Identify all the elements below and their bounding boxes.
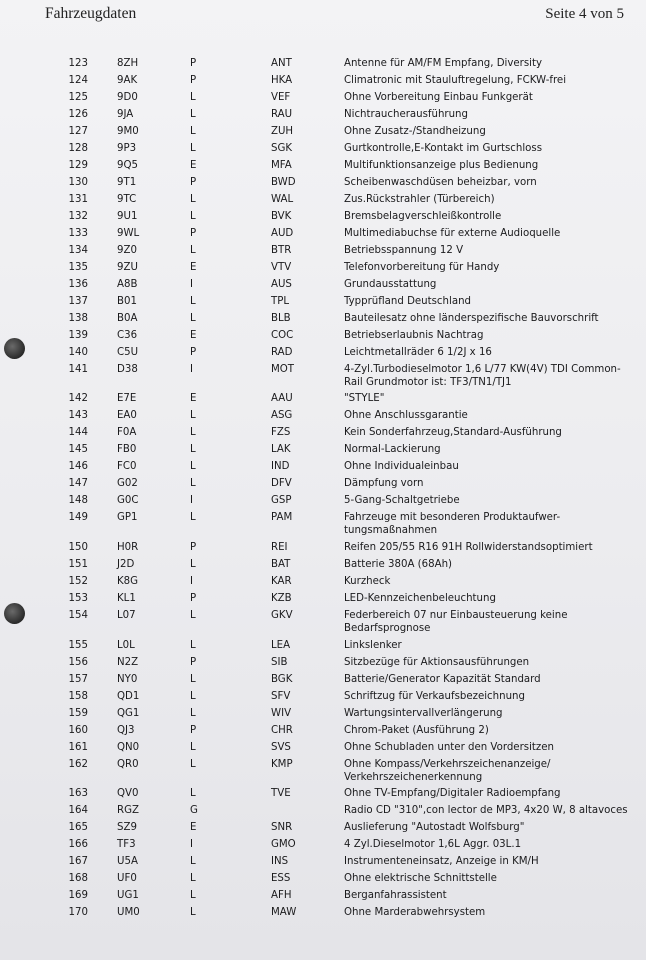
- row-number: 152: [68, 576, 88, 587]
- row-number: 141: [68, 364, 88, 375]
- option-description: Bauteilesatz ohne länderspezifische Bauvorschrift: [344, 313, 599, 324]
- option-class: E: [190, 393, 197, 404]
- table-row: [0, 176, 646, 189]
- option-code: 9P3: [117, 143, 137, 154]
- option-description: Scheibenwaschdüsen beheizbar, vorn: [344, 177, 537, 188]
- option-code: 9T1: [117, 177, 137, 188]
- option-description: Batterie 380A (68Ah): [344, 559, 453, 570]
- option-class: L: [190, 444, 196, 455]
- family-code: PAM: [271, 512, 293, 523]
- option-description: Betriebserlaubnis Nachtrag: [344, 330, 484, 341]
- option-class: P: [190, 347, 197, 358]
- row-number: 159: [68, 708, 88, 719]
- family-code: AFH: [271, 890, 292, 901]
- table-row: [0, 363, 646, 389]
- row-number: 157: [68, 674, 88, 685]
- table-row: [0, 193, 646, 206]
- option-description: Kein Sonderfahrzeug,Standard-Ausführung: [344, 427, 562, 438]
- table-row: [0, 477, 646, 490]
- option-class: L: [190, 245, 196, 256]
- table-row: [0, 108, 646, 121]
- option-class: L: [190, 313, 196, 324]
- family-code: FZS: [271, 427, 291, 438]
- option-description: Instrumenteneinsatz, Anzeige in KM/H: [344, 856, 539, 867]
- option-description: Antenne für AM/FM Empfang, Diversity: [344, 58, 543, 69]
- option-class: E: [190, 160, 197, 171]
- option-class: I: [190, 839, 194, 850]
- option-code: H0R: [117, 542, 139, 553]
- row-number: 162: [68, 759, 88, 770]
- option-class: L: [190, 410, 196, 421]
- table-row: [0, 541, 646, 554]
- option-code: FC0: [117, 461, 137, 472]
- option-code: QJ3: [117, 725, 135, 736]
- option-description: Berganfahrassistent: [344, 890, 447, 901]
- option-description: Zus.Rückstrahler (Türbereich): [344, 194, 495, 205]
- option-description: LED-Kennzeichenbeleuchtung: [344, 593, 496, 604]
- row-number: 144: [68, 427, 88, 438]
- row-number: 149: [68, 512, 88, 523]
- option-class: L: [190, 427, 196, 438]
- family-code: ANT: [271, 58, 292, 69]
- family-code: BGK: [271, 674, 293, 685]
- option-class: P: [190, 725, 197, 736]
- family-code: HKA: [271, 75, 293, 86]
- option-description: Ohne Anschlussgarantie: [344, 410, 468, 421]
- option-class: I: [190, 364, 194, 375]
- family-code: BAT: [271, 559, 291, 570]
- family-code: MOT: [271, 364, 295, 375]
- option-description: Nichtraucherausführung: [344, 109, 468, 120]
- family-code: KZB: [271, 593, 292, 604]
- table-row: [0, 329, 646, 342]
- option-class: P: [190, 593, 197, 604]
- option-class: L: [190, 109, 196, 120]
- option-description: Fahrzeuge mit besonderen Produktaufwer-tungsmaßnahmen: [344, 512, 561, 536]
- option-code: N2Z: [117, 657, 139, 668]
- option-code: GP1: [117, 512, 138, 523]
- page-number: Seite 4 von 5: [545, 6, 624, 22]
- option-description: Schriftzug für Verkaufsbezeichnung: [344, 691, 525, 702]
- family-code: BTR: [271, 245, 292, 256]
- table-row: [0, 312, 646, 325]
- option-class: L: [190, 92, 196, 103]
- table-row: [0, 142, 646, 155]
- row-number: 160: [68, 725, 88, 736]
- option-description: Ohne Marderabwehrsystem: [344, 907, 486, 918]
- option-code: C5U: [117, 347, 139, 358]
- option-code: 8ZH: [117, 58, 139, 69]
- row-number: 161: [68, 742, 88, 753]
- option-class: P: [190, 177, 197, 188]
- option-description: Multimediabuchse für externe Audioquelle: [344, 228, 561, 239]
- option-code: 9Q5: [117, 160, 138, 171]
- family-code: RAD: [271, 347, 293, 358]
- option-description: Ohne Individualeinbau: [344, 461, 459, 472]
- option-description: Sitzbezüge für Aktionsausführungen: [344, 657, 530, 668]
- table-row: [0, 821, 646, 834]
- row-number: 165: [68, 822, 88, 833]
- option-description: 4 Zyl.Dieselmotor 1,6L Aggr. 03L.1: [344, 839, 522, 850]
- row-number: 155: [68, 640, 88, 651]
- option-description: Reifen 205/55 R16 91H Rollwiderstandsoptimiert: [344, 542, 593, 553]
- row-number: 140: [68, 347, 88, 358]
- family-code: WAL: [271, 194, 294, 205]
- table-row: [0, 443, 646, 456]
- row-number: 148: [68, 495, 88, 506]
- option-class: L: [190, 126, 196, 137]
- option-code: E7E: [117, 393, 137, 404]
- table-row: [0, 609, 646, 635]
- row-number: 143: [68, 410, 88, 421]
- table-row: [0, 724, 646, 737]
- family-code: KMP: [271, 759, 293, 770]
- row-number: 154: [68, 610, 88, 621]
- family-code: GSP: [271, 495, 292, 506]
- table-row: [0, 460, 646, 473]
- family-code: TPL: [271, 296, 290, 307]
- option-code: 9U1: [117, 211, 138, 222]
- row-number: 156: [68, 657, 88, 668]
- option-class: L: [190, 211, 196, 222]
- option-code: K8G: [117, 576, 139, 587]
- table-row: [0, 159, 646, 172]
- option-code: F0A: [117, 427, 137, 438]
- table-row: [0, 426, 646, 439]
- option-class: E: [190, 822, 197, 833]
- family-code: LAK: [271, 444, 291, 455]
- option-class: E: [190, 262, 197, 273]
- option-description: "STYLE": [344, 393, 385, 404]
- option-code: 9M0: [117, 126, 139, 137]
- family-code: INS: [271, 856, 289, 867]
- option-code: RGZ: [117, 805, 139, 816]
- option-code: D38: [117, 364, 138, 375]
- row-number: 145: [68, 444, 88, 455]
- option-description: Ohne Zusatz-/Standheizung: [344, 126, 486, 137]
- option-class: I: [190, 576, 194, 587]
- option-class: P: [190, 228, 197, 239]
- family-code: GMO: [271, 839, 296, 850]
- option-code: C36: [117, 330, 138, 341]
- row-number: 133: [68, 228, 88, 239]
- option-description: Ohne Kompass/Verkehrszeichenanzeige/ Verkehrszeichenerkennung: [344, 759, 551, 783]
- option-description: Betriebsspannung 12 V: [344, 245, 464, 256]
- table-row: [0, 74, 646, 87]
- table-row: [0, 855, 646, 868]
- option-class: L: [190, 788, 196, 799]
- row-number: 132: [68, 211, 88, 222]
- table-row: [0, 707, 646, 720]
- option-code: B01: [117, 296, 137, 307]
- table-row: [0, 125, 646, 138]
- table-row: [0, 91, 646, 104]
- option-code: G02: [117, 478, 138, 489]
- row-number: 138: [68, 313, 88, 324]
- family-code: CHR: [271, 725, 293, 736]
- row-number: 131: [68, 194, 88, 205]
- option-code: J2D: [117, 559, 135, 570]
- table-row: [0, 295, 646, 308]
- option-description: Leichtmetallräder 6 1/2J x 16: [344, 347, 492, 358]
- option-description: Chrom-Paket (Ausführung 2): [344, 725, 489, 736]
- option-description: Federbereich 07 nur Einbausteuerung keine Bedarfsprognose: [344, 610, 568, 634]
- option-code: UF0: [117, 873, 137, 884]
- row-number: 153: [68, 593, 88, 604]
- option-class: L: [190, 194, 196, 205]
- family-code: LEA: [271, 640, 291, 651]
- table-row: [0, 57, 646, 70]
- table-row: [0, 656, 646, 669]
- option-code: UM0: [117, 907, 140, 918]
- family-code: AAU: [271, 393, 293, 404]
- option-description: Telefonvorbereitung für Handy: [344, 262, 500, 273]
- row-number: 167: [68, 856, 88, 867]
- table-row: [0, 346, 646, 359]
- row-number: 170: [68, 907, 88, 918]
- option-description: 4-Zyl.Turbodieselmotor 1,6 L/77 KW(4V) TDI Common-Rail Grundmotor ist: TF3/TN1/TJ1: [344, 364, 621, 388]
- option-class: P: [190, 542, 197, 553]
- option-class: L: [190, 674, 196, 685]
- row-number: 124: [68, 75, 88, 86]
- option-code: QR0: [117, 759, 139, 770]
- option-description: Grundausstattung: [344, 279, 437, 290]
- family-code: ASG: [271, 410, 293, 421]
- document-title: Fahrzeugdaten: [45, 5, 137, 22]
- option-description: Dämpfung vorn: [344, 478, 424, 489]
- row-number: 164: [68, 805, 88, 816]
- option-class: L: [190, 708, 196, 719]
- option-code: G0C: [117, 495, 139, 506]
- option-description: Bremsbelagverschleißkontrolle: [344, 211, 502, 222]
- family-code: IND: [271, 461, 290, 472]
- family-code: BLB: [271, 313, 291, 324]
- family-code: KAR: [271, 576, 292, 587]
- table-row: [0, 592, 646, 605]
- family-code: SNR: [271, 822, 293, 833]
- option-class: L: [190, 890, 196, 901]
- family-code: BVK: [271, 211, 292, 222]
- row-number: 169: [68, 890, 88, 901]
- table-row: [0, 409, 646, 422]
- option-code: EA0: [117, 410, 137, 421]
- table-row: [0, 838, 646, 851]
- table-row: [0, 758, 646, 784]
- family-code: DFV: [271, 478, 292, 489]
- option-code: L07: [117, 610, 136, 621]
- option-description: Typprüfland Deutschland: [344, 296, 471, 307]
- row-number: 151: [68, 559, 88, 570]
- row-number: 163: [68, 788, 88, 799]
- option-code: KL1: [117, 593, 136, 604]
- option-class: P: [190, 58, 197, 69]
- row-number: 128: [68, 143, 88, 154]
- row-number: 126: [68, 109, 88, 120]
- option-class: L: [190, 559, 196, 570]
- option-class: P: [190, 75, 197, 86]
- row-number: 134: [68, 245, 88, 256]
- option-code: TF3: [117, 839, 136, 850]
- option-code: L0L: [117, 640, 135, 651]
- family-code: AUD: [271, 228, 294, 239]
- row-number: 137: [68, 296, 88, 307]
- option-description: Gurtkontrolle,E-Kontakt im Gurtschloss: [344, 143, 543, 154]
- row-number: 158: [68, 691, 88, 702]
- row-number: 146: [68, 461, 88, 472]
- option-description: Normal-Lackierung: [344, 444, 441, 455]
- family-code: SGK: [271, 143, 293, 154]
- table-row: [0, 278, 646, 291]
- family-code: REI: [271, 542, 288, 553]
- table-row: [0, 741, 646, 754]
- option-description: Climatronic mit Stauluftregelung, FCKW-frei: [344, 75, 567, 86]
- option-description: Radio CD "310",con lector de MP3, 4x20 W, 8 altavoces: [344, 805, 628, 816]
- table-row: [0, 392, 646, 405]
- option-code: QV0: [117, 788, 139, 799]
- table-row: [0, 244, 646, 257]
- row-number: 142: [68, 393, 88, 404]
- row-number: 129: [68, 160, 88, 171]
- option-description: Auslieferung "Autostadt Wolfsburg": [344, 822, 525, 833]
- row-number: 168: [68, 873, 88, 884]
- option-code: UG1: [117, 890, 139, 901]
- table-row: [0, 787, 646, 800]
- option-class: L: [190, 873, 196, 884]
- family-code: ZUH: [271, 126, 294, 137]
- option-code: 9WL: [117, 228, 140, 239]
- page-header: [0, 4, 646, 26]
- option-class: L: [190, 759, 196, 770]
- option-code: 9JA: [117, 109, 134, 120]
- option-class: L: [190, 640, 196, 651]
- option-description: Ohne Vorbereitung Einbau Funkgerät: [344, 92, 533, 103]
- table-row: [0, 227, 646, 240]
- option-code: A8B: [117, 279, 138, 290]
- family-code: WIV: [271, 708, 292, 719]
- table-row: [0, 690, 646, 703]
- table-row: [0, 639, 646, 652]
- family-code: TVE: [271, 788, 291, 799]
- row-number: 147: [68, 478, 88, 489]
- option-description: Linkslenker: [344, 640, 402, 651]
- table-row: [0, 906, 646, 919]
- family-code: AUS: [271, 279, 292, 290]
- option-class: L: [190, 907, 196, 918]
- option-code: 9ZU: [117, 262, 138, 273]
- table-row: [0, 511, 646, 537]
- option-description: Kurzheck: [344, 576, 391, 587]
- row-number: 139: [68, 330, 88, 341]
- row-number: 166: [68, 839, 88, 850]
- table-row: [0, 889, 646, 902]
- option-code: U5A: [117, 856, 138, 867]
- option-class: L: [190, 461, 196, 472]
- option-code: QN0: [117, 742, 140, 753]
- option-code: QG1: [117, 708, 140, 719]
- option-class: L: [190, 610, 196, 621]
- option-class: I: [190, 495, 194, 506]
- option-code: B0A: [117, 313, 138, 324]
- option-class: I: [190, 279, 194, 290]
- table-row: [0, 210, 646, 223]
- family-code: VEF: [271, 92, 291, 103]
- table-row: [0, 575, 646, 588]
- option-code: NY0: [117, 674, 138, 685]
- row-number: 135: [68, 262, 88, 273]
- option-code: 9TC: [117, 194, 137, 205]
- row-number: 127: [68, 126, 88, 137]
- option-class: L: [190, 478, 196, 489]
- option-code: SZ9: [117, 822, 137, 833]
- option-class: G: [190, 805, 198, 816]
- table-row: [0, 673, 646, 686]
- option-class: L: [190, 296, 196, 307]
- option-class: P: [190, 657, 197, 668]
- family-code: SVS: [271, 742, 291, 753]
- option-code: QD1: [117, 691, 140, 702]
- option-class: L: [190, 143, 196, 154]
- family-code: SIB: [271, 657, 288, 668]
- option-class: E: [190, 330, 197, 341]
- family-code: RAU: [271, 109, 293, 120]
- option-code: FB0: [117, 444, 137, 455]
- option-class: L: [190, 742, 196, 753]
- family-code: VTV: [271, 262, 292, 273]
- family-code: GKV: [271, 610, 293, 621]
- option-class: L: [190, 691, 196, 702]
- family-code: MAW: [271, 907, 297, 918]
- option-description: Multifunktionsanzeige plus Bedienung: [344, 160, 539, 171]
- option-description: Wartungsintervallverlängerung: [344, 708, 503, 719]
- family-code: COC: [271, 330, 294, 341]
- table-row: [0, 804, 646, 817]
- family-code: SFV: [271, 691, 291, 702]
- row-number: 136: [68, 279, 88, 290]
- option-description: Ohne Schubladen unter den Vordersitzen: [344, 742, 554, 753]
- family-code: BWD: [271, 177, 296, 188]
- option-description: 5-Gang-Schaltgetriebe: [344, 495, 460, 506]
- option-description: Ohne elektrische Schnittstelle: [344, 873, 497, 884]
- family-code: ESS: [271, 873, 291, 884]
- equipment-table: [0, 57, 646, 919]
- row-number: 130: [68, 177, 88, 188]
- row-number: 125: [68, 92, 88, 103]
- table-row: [0, 494, 646, 507]
- table-row: [0, 558, 646, 571]
- option-code: 9AK: [117, 75, 138, 86]
- table-row: [0, 261, 646, 274]
- option-class: L: [190, 512, 196, 523]
- option-description: Batterie/Generator Kapazität Standard: [344, 674, 541, 685]
- option-description: Ohne TV-Empfang/Digitaler Radioempfang: [344, 788, 561, 799]
- option-code: 9D0: [117, 92, 138, 103]
- row-number: 150: [68, 542, 88, 553]
- row-number: 123: [68, 58, 88, 69]
- option-code: 9Z0: [117, 245, 137, 256]
- option-class: L: [190, 856, 196, 867]
- table-row: [0, 872, 646, 885]
- family-code: MFA: [271, 160, 292, 171]
